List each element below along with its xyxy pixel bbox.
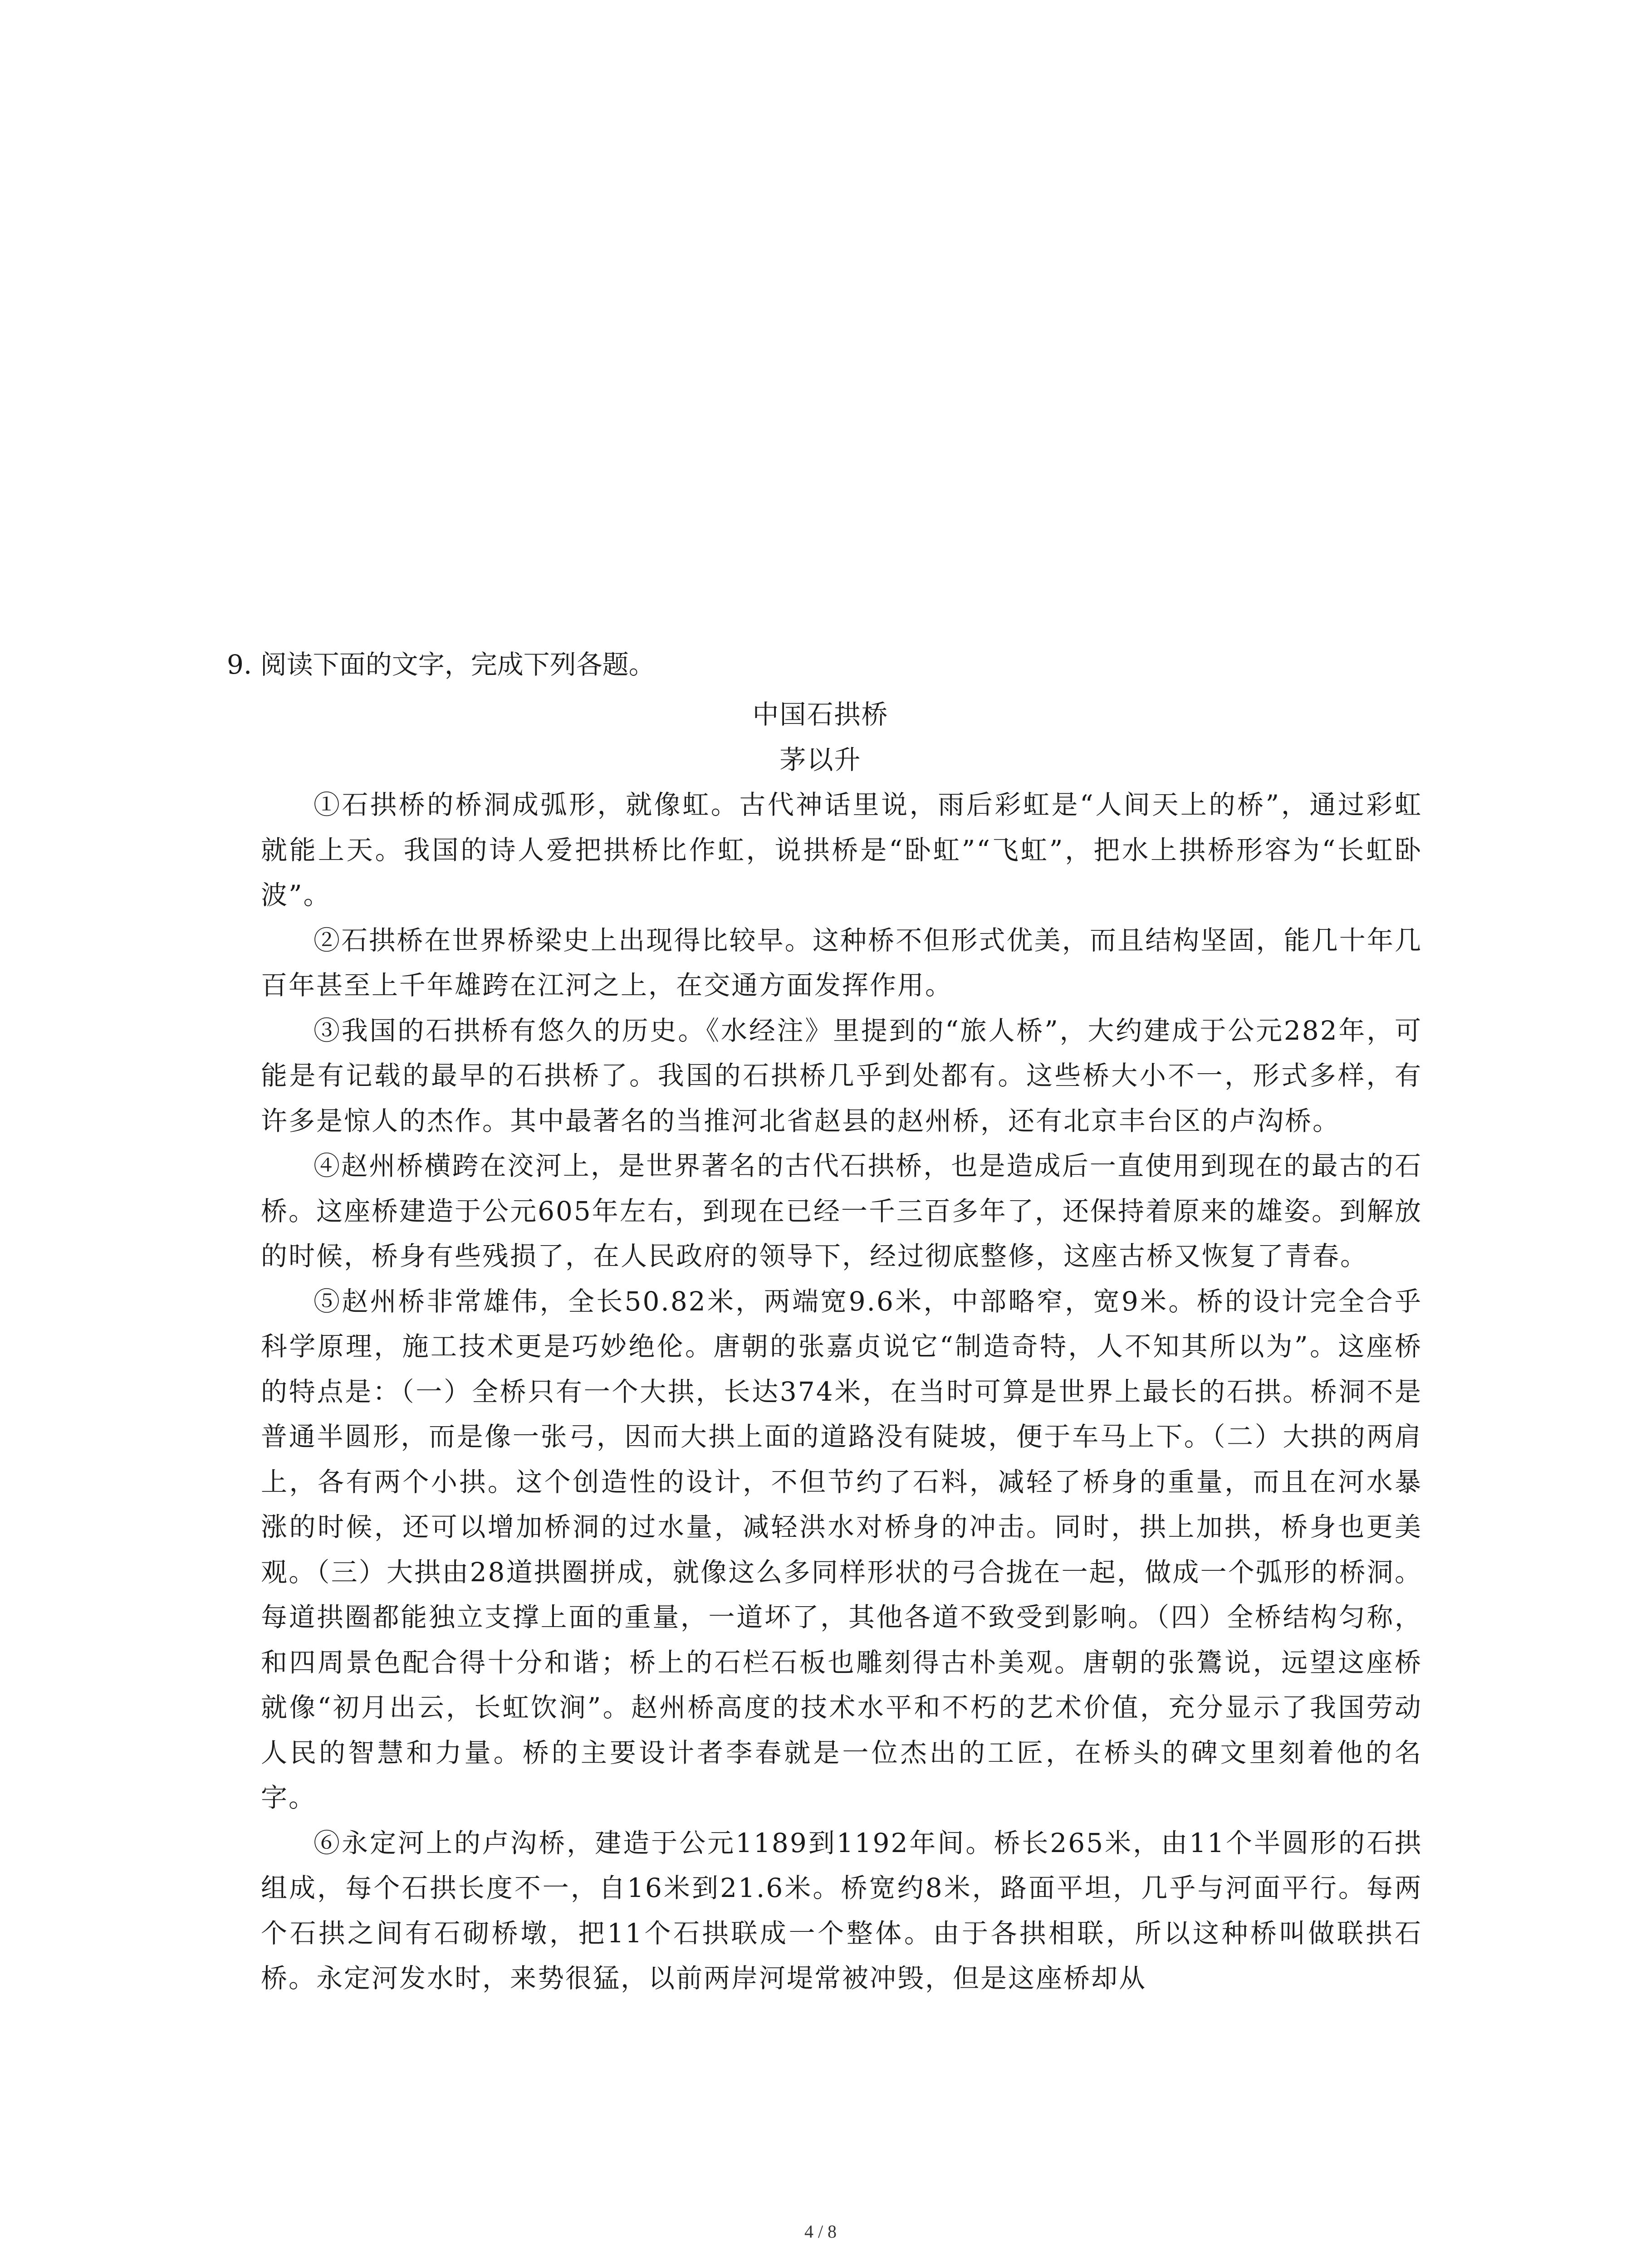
article-title: 中国石拱桥 [752, 699, 889, 730]
paragraph-3: ③我国的石拱桥有悠久的历史。《水经注》里提到的“旅人桥”，大约建成于公元282年，可能是有记载的最早的石拱桥了。我国的石拱桥几乎到处都有。这些桥大小不一，形式多样，有许多是惊人的杰作。其中最著名的当推河北省赵县的赵州桥，还有北京丰台区的卢沟桥。 [261, 1015, 1422, 1136]
paragraph-1: ①石拱桥的桥洞成弧形，就像虹。古代神话里说，雨后彩虹是“人间天上的桥”，通过彩虹就能上天。我国的诗人爱把拱桥比作虹，说拱桥是“卧虹”“飞虹”，把水上拱桥形容为“长虹卧波”。 [261, 789, 1422, 910]
paragraph-4: ④赵州桥横跨在洨河上，是世界著名的古代石拱桥，也是造成后一直使用到现在的最古的石桥。这座桥建造于公元605年左右，到现在已经一千三百多年了，还保持着原来的雄姿。到解放的时候，桥身有些残损了，在人民政府的领导下，经过彻底整修，这座古桥又恢复了青春。 [261, 1150, 1422, 1271]
article-author: 茅以升 [779, 744, 862, 775]
paragraph-5: ⑤赵州桥非常雄伟，全长50.82米，两端宽9.6米，中部略窄，宽9米。桥的设计完全合乎科学原理，施工技术更是巧妙绝伦。唐朝的张嘉贞说它“制造奇特，人不知其所以为”。这座桥的特点是：（一）全桥只有一个大拱，长达374米，在当时可算是世界上最长的石拱。桥洞不是普通半圆形，而是像一张弓，因而大拱上面的道路没有陡坡，便于车马上下。（二）大拱的两肩上，各有两个小拱。这个创造性的设计，不但节约了石料，减轻了桥身的重量，而且在河水暴涨的时候，还可以增加桥洞的过水量，减轻洪水对桥身的冲击。同时，拱上加拱，桥身也更美观。（三）大拱由28道拱圈拼成，就像这么多同样形状的弓合拢在一起，做成一个弧形的桥洞。每道拱圈都能独立支撑上面的重量，一道坏了，其他各道不致受到影响。（四）全桥结构匀称，和四周景色配合得十分和谐；桥上的石栏石板也雕刻得古朴美观。唐朝的张鷟说，远望这座桥就像“初月出云，长虹饮涧”。赵州桥高度的技术水平和不朽的艺术价值，充分显示了我国劳动人民的智慧和力量。桥的主要设计者李春就是一位杰出的工匠，在桥头的碑文里刻着他的名字。 [261, 1286, 1422, 1813]
article-body [261, 782, 1422, 2001]
paragraph-2: ②石拱桥在世界桥梁史上出现得比较早。这种桥不但形式优美，而且结构坚固，能几十年几百年甚至上千年雄跨在江河之上，在交通方面发挥作用。 [261, 924, 1422, 1001]
question-header: 9. 阅读下面的文字，完成下列各题。 [227, 649, 655, 680]
paragraph-6: ⑥永定河上的卢沟桥，建造于公元1189到1192年间。桥长265米，由11个半圆形的石拱组成，每个石拱长度不一，自16米到21.6米。桥宽约8米，路面平坦，几乎与河面平行。每两个石拱之间有石砌桥墩，把11个石拱联成一个整体。由于各拱相联，所以这种桥叫做联拱石桥。永定河发水时，来势很猛，以前两岸河堤常被冲毁，但是这座桥却从 [261, 1827, 1422, 1994]
page-number: 4 / 8 [804, 2221, 837, 2242]
